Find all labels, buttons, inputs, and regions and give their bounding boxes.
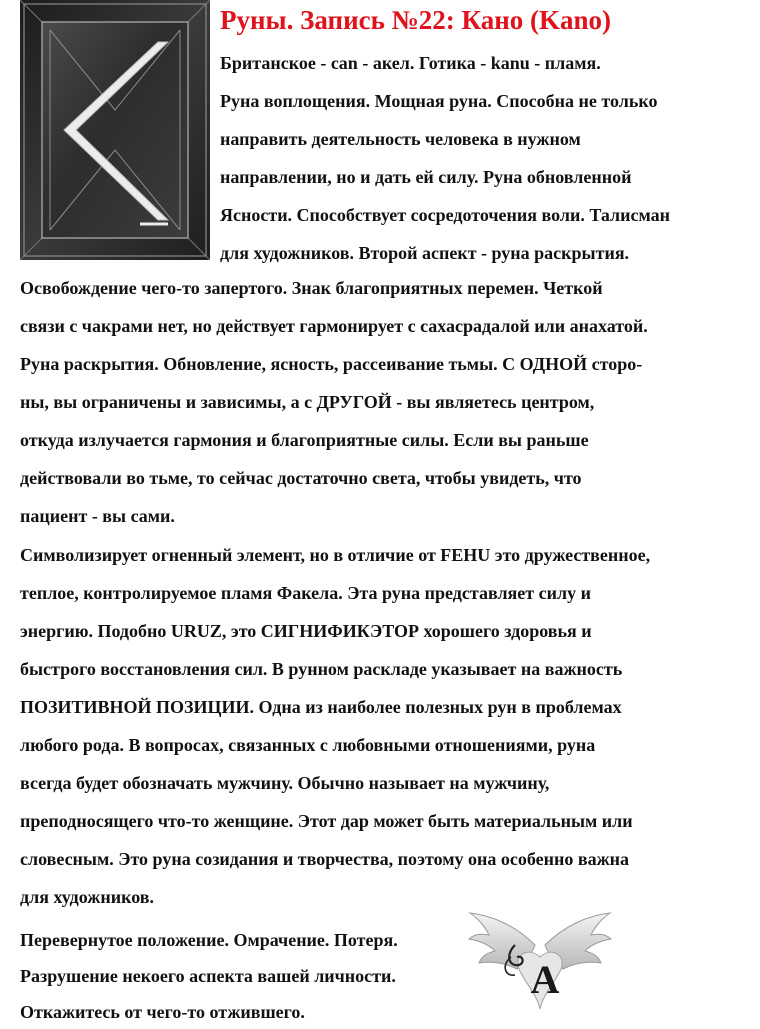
text-line: Перевернутое положение. Омрачение. Потеря. <box>20 930 398 950</box>
page-title: Руны. Запись №22: Кано (Kano) <box>220 5 612 35</box>
text-line: связи с чакрами нет, но действует гармонирует с сахасрадалой или анахатой. <box>20 316 648 336</box>
text-line: ПОЗИТИВНОЙ ПОЗИЦИИ. Одна из наиболее полезных рун в проблемах <box>20 697 622 717</box>
emblem-letter: A <box>530 957 560 1002</box>
text-line: словесным. Это руна созидания и творчества, поэтому она особенно важна <box>20 849 630 869</box>
kano-rune-image <box>20 0 210 260</box>
text-line: для художников. <box>20 887 154 907</box>
text-line: преподносящего что-то женщине. Этот дар может быть материальным или <box>20 811 633 831</box>
text-line: пациент - вы сами. <box>20 506 175 526</box>
text-line: ны, вы ограничены и зависимы, а с ДРУГОЙ - вы являетесь центром, <box>20 392 595 412</box>
text-line: Руна раскрытия. Обновление, ясность, рассеивание тьмы. С ОДНОЙ сторо- <box>20 354 643 374</box>
text-line: Освобождение чего-то запертого. Знак благоприятных перемен. Четкой <box>20 278 603 298</box>
text-line: Британское - can - акел. Готика - kanu - пламя. <box>220 53 601 73</box>
text-line: энергию. Подобно URUZ, это СИГНИФИКЭТОР хорошего здоровья и <box>20 621 592 641</box>
text-line: Символизирует огненный элемент, но в отличие от FEHU это дружественное, <box>20 545 651 565</box>
text-line: Ясности. Способствует сосредоточения воли. Талисман <box>220 205 671 225</box>
text-line: откуда излучается гармония и благоприятные силы. Если вы раньше <box>20 430 589 450</box>
text-line: теплое, контролируемое пламя Факела. Эта руна представляет силу и <box>20 583 591 603</box>
text-line: быстрого восстановления сил. В рунном раскладе указывает на важность <box>20 659 623 679</box>
text-line: Откажитесь от чего-то отжившего. <box>20 1002 305 1022</box>
text-line: для художников. Второй аспект - руна раскрытия. <box>220 243 630 263</box>
text-line: направить деятельность человека в нужном <box>220 129 581 149</box>
text-line: всегда будет обозначать мужчину. Обычно называет на мужчину, <box>20 773 550 793</box>
text-line: направлении, но и дать ей силу. Руна обновленной <box>220 167 632 187</box>
kano-rune-icon <box>20 0 210 260</box>
winged-letter-emblem-icon <box>465 905 615 1024</box>
text-line: любого рода. В вопросах, связанных с любовными отношениями, руна <box>20 735 596 755</box>
text-line: Разрушение некоего аспекта вашей личности. <box>20 966 396 986</box>
text-line: Руна воплощения. Мощная руна. Способна не только <box>220 91 658 111</box>
text-line: действовали во тьме, то сейчас достаточно света, чтобы увидеть, что <box>20 468 582 488</box>
winged-emblem <box>465 905 615 1024</box>
